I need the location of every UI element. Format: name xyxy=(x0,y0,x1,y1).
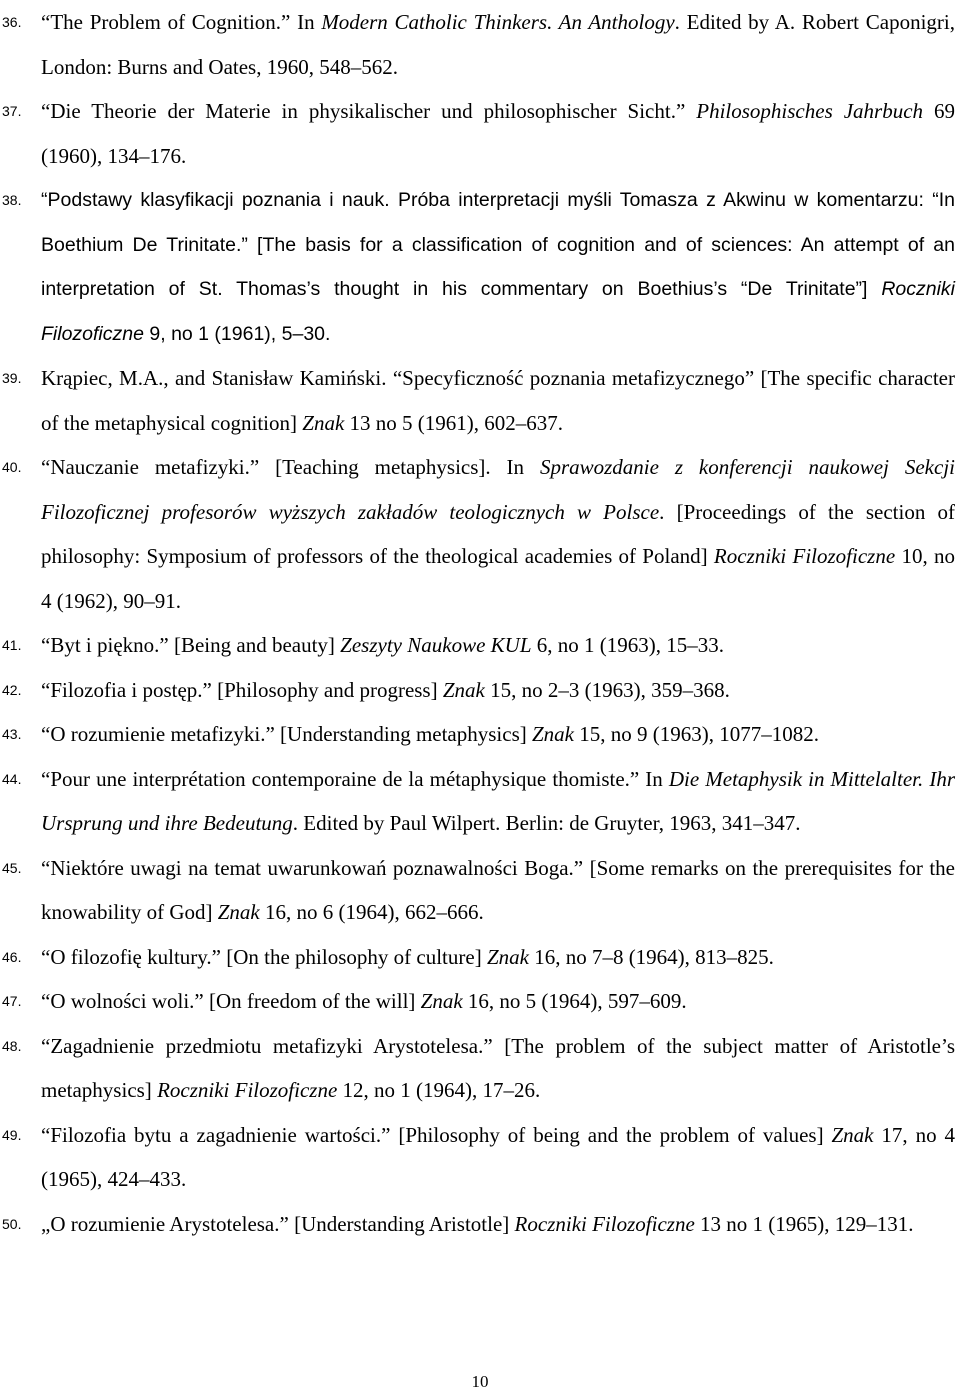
bibliography-entry xyxy=(0,1024,960,1113)
bibliography-entry xyxy=(0,445,960,623)
entry-number: 48. xyxy=(2,1037,22,1054)
entry-italic-title: Znak xyxy=(302,410,345,435)
bibliography-entry xyxy=(0,846,960,935)
entry-text-segment: 13 no 1 (1965), 129–131. xyxy=(694,1211,914,1236)
entry-text-segment: . [Proceedings of the section of philosophy: Symposium of professors of the theological academies of Poland] xyxy=(41,499,955,568)
entry-text-segment: 17, no 4 (1965), 424–433. xyxy=(41,1122,955,1191)
entry-italic-title: Znak xyxy=(217,900,260,924)
entry-text-segment: 12, no 1 (1964), 17–26. xyxy=(337,1078,541,1102)
entry-text-segment: „O rozumienie Arystotelesa.” [Understanding Aristotle] xyxy=(41,1211,515,1236)
entry-number: 38. xyxy=(2,192,22,208)
entry-italic-title: Die Metaphysik in Mittelalter. Ihr Ursprung und ihre Bedeutung xyxy=(41,766,955,835)
entry-text-segment: 10, no 4 (1962), 90–91. xyxy=(41,544,955,613)
entry-text-segment: 9, no 1 (1961), 5–30. xyxy=(143,322,331,345)
bibliography-entry xyxy=(0,623,960,668)
entry-text-segment: “Filozofia i postęp.” [Philosophy and progress] xyxy=(41,677,443,702)
entry-text-segment: 13 no 5 (1961), 602–637. xyxy=(344,410,564,435)
entry-number: 47. xyxy=(2,993,22,1009)
entry-italic-title: Znak xyxy=(420,989,463,1013)
entry-italic-title: Znak xyxy=(831,1122,874,1147)
entry-text xyxy=(41,178,955,356)
entry-text xyxy=(41,668,955,713)
entry-text-segment: “Zagadnienie przedmiotu metafizyki Arystotelesa.” [The problem of the subject matter of Aristotle’s metaphysics] xyxy=(41,1033,955,1102)
bibliography-entry xyxy=(0,668,960,713)
entry-text-segment: “The Problem of Cognition.” In xyxy=(41,10,322,34)
entry-text-segment: “Die Theorie der Materie in physikalischer und philosophischer Sicht.” xyxy=(41,99,697,123)
entry-italic-title: Roczniki Filozoficzne xyxy=(514,1211,695,1236)
bibliography-entry xyxy=(0,89,960,178)
entry-text xyxy=(41,445,955,623)
entry-text xyxy=(41,89,955,178)
entry-text-segment: . Edited by A. Robert Caponigri, London: Burns and Oates, 1960, 548–562. xyxy=(41,10,955,79)
entry-text xyxy=(41,979,955,1024)
bibliography-entry xyxy=(0,1202,960,1247)
entry-number: 40. xyxy=(2,459,22,475)
entry-number: 41. xyxy=(2,637,22,653)
bibliography-entry xyxy=(0,757,960,846)
entry-italic-title: Zeszyty Naukowe KUL xyxy=(340,633,532,657)
entry-text-segment: 16, no 5 (1964), 597–609. xyxy=(462,989,687,1013)
entry-number: 50. xyxy=(2,1215,22,1232)
entry-number: 45. xyxy=(2,859,22,876)
entry-italic-title: Modern Catholic Thinkers. An Anthology xyxy=(321,10,675,34)
entry-text-segment: “Nauczanie metafizyki.” [Teaching metaphysics]. In xyxy=(41,455,540,479)
entry-italic-title: Znak xyxy=(442,677,485,702)
entry-number: 37. xyxy=(2,103,22,119)
entry-text-segment: 15, no 9 (1963), 1077–1082. xyxy=(574,722,819,746)
entry-text xyxy=(41,757,955,846)
entry-number: 46. xyxy=(2,948,22,965)
bibliography-entry xyxy=(0,178,960,356)
page-number: 10 xyxy=(471,1372,489,1391)
entry-text-segment: 16, no 7–8 (1964), 813–825. xyxy=(528,944,774,969)
entry-text xyxy=(41,1202,955,1247)
entry-text-segment: . Edited by Paul Wilpert. Berlin: de Gruyter, 1963, 341–347. xyxy=(292,811,801,835)
entry-text-segment: 69 (1960), 134–176. xyxy=(41,99,955,168)
entry-text xyxy=(41,1024,955,1113)
bibliography-entry xyxy=(0,979,960,1024)
bibliography-entry xyxy=(0,0,960,89)
entry-text-segment: 15, no 2–3 (1963), 359–368. xyxy=(484,677,730,702)
entry-text-segment: 16, no 6 (1964), 662–666. xyxy=(259,900,484,924)
entry-number: 36. xyxy=(2,14,22,30)
entry-text-segment: “Podstawy klasyfikacji poznania i nauk. Próba interpretacji myśli Tomasza z Akwinu w komentarzu: “In Boethium De Trinitate.” [The basis for a classification of cognition and of sciences: An attempt of an interpretation of St. Thomas’s thought in his commentary on Boethius’s “De Trinitate”] xyxy=(41,189,955,300)
bibliography-entry xyxy=(0,712,960,757)
entry-text-segment: “O wolności woli.” [On freedom of the will] xyxy=(41,989,421,1013)
entry-number: 42. xyxy=(2,681,22,698)
entry-text-segment: “Pour une interprétation contemporaine de la métaphysique thomiste.” In xyxy=(41,766,669,791)
entry-number: 49. xyxy=(2,1126,22,1143)
entry-italic-title: Roczniki Filozoficzne xyxy=(713,544,896,568)
entry-text xyxy=(41,623,955,668)
entry-text xyxy=(41,356,955,445)
entry-text xyxy=(41,846,955,935)
entry-text xyxy=(41,935,955,980)
entry-italic-title: Philosophisches Jahrbuch xyxy=(696,99,924,123)
entry-number: 44. xyxy=(2,770,22,787)
entry-italic-title: Roczniki Filozoficzne xyxy=(41,278,955,345)
entry-italic-title: Sprawozdanie z konferencji naukowej Sekcji Filozoficznej profesorów wyższych zakładów teologicznych w Polsce xyxy=(41,455,955,524)
entry-text xyxy=(41,0,955,89)
entry-text-segment: “Filozofia bytu a zagadnienie wartości.” [Philosophy of being and the problem of values] xyxy=(41,1122,832,1147)
entry-italic-title: Roczniki Filozoficzne xyxy=(157,1078,338,1102)
bibliography-entry xyxy=(0,1113,960,1202)
bibliography-entry xyxy=(0,356,960,445)
entry-text xyxy=(41,1113,955,1202)
entry-number: 43. xyxy=(2,726,22,742)
entry-italic-title: Znak xyxy=(486,944,529,969)
entry-text-segment: “Byt i piękno.” [Being and beauty] xyxy=(41,633,341,657)
entry-number: 39. xyxy=(2,370,22,386)
entry-italic-title: Znak xyxy=(532,722,574,746)
entry-text-segment: “Niektóre uwagi na temat uwarunkowań poznawalności Boga.” [Some remarks on the prerequisites for the knowability of God] xyxy=(41,855,955,924)
entry-text-segment: 6, no 1 (1963), 15–33. xyxy=(531,633,724,657)
entry-text-segment: “O rozumienie metafizyki.” [Understanding metaphysics] xyxy=(41,722,532,746)
entry-text-segment: Krąpiec, M.A., and Stanisław Kamiński. “Specyficzność poznania metafizycznego” [The specific character of the metaphysical cognition] xyxy=(41,366,955,435)
bibliography-entry xyxy=(0,935,960,980)
entry-text-segment: “O filozofię kultury.” [On the philosophy of culture] xyxy=(41,944,487,969)
entry-text xyxy=(41,712,955,757)
